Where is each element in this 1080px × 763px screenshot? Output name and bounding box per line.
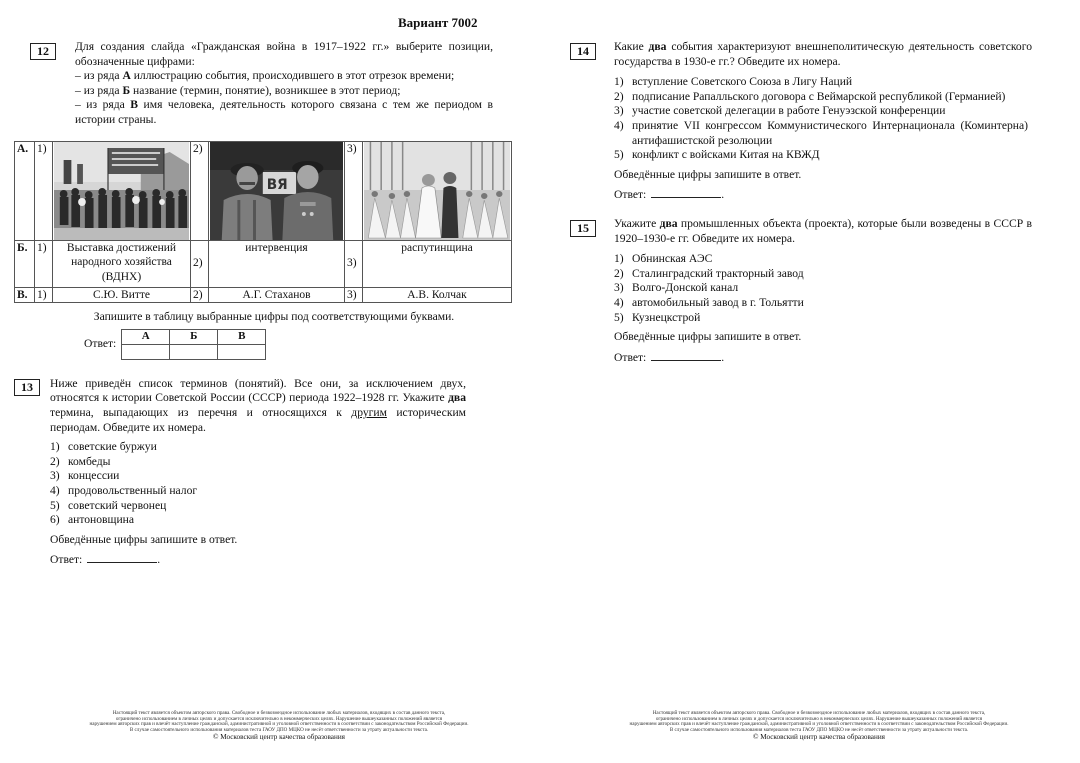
row-a: [15, 141, 512, 240]
answer-blank[interactable]: [651, 187, 721, 198]
right-column: [570, 40, 1032, 365]
list-item: 3) Волго-Донской канал: [614, 281, 739, 295]
list-item: 3) участие советской делегации в работе Генуэзской конференции: [614, 104, 946, 118]
list-item: 4) автомобильный завод в г. Тольятти: [614, 295, 804, 309]
instruction-a: – из ряда А иллюстрацию события, происходившего в этот отрезок времени;: [75, 69, 455, 83]
answer-instruction: Обведённые цифры запишите в ответ.: [614, 330, 802, 344]
svg-text:ВЯ: ВЯ: [266, 176, 288, 193]
footer-line: Настоящий текст является объектом авторского права. Свободное и безвозмездное использование любых материалов, входящих в состав данного текста,: [652, 710, 986, 716]
option-number: 1): [35, 287, 53, 303]
copyright: © Московский центр качества образования: [213, 733, 345, 742]
footer-left: [64, 711, 494, 742]
task-12: [14, 40, 514, 360]
answer-cell-c[interactable]: [218, 344, 266, 359]
footer-line: В случае самостоятельного использования материалов теста ГАОУ ДПО МЦКО не несёт ответственности за утрату актуальности текста.: [129, 726, 429, 733]
footer-line: В случае самостоятельного использования материалов теста ГАОУ ДПО МЦКО не несёт ответственности за утрату актуальности текста.: [669, 726, 969, 733]
list-item: 1) вступление Советского Союза в Лигу Наций: [614, 75, 853, 89]
footer-line: нарушением авторских прав и влечёт наступление гражданской, административной и уголовной ответственности в соответствии с законодательством Российской Федерации.: [89, 721, 469, 728]
objects-list: [614, 252, 1028, 325]
answer-row: [84, 329, 514, 360]
option-number: 2): [191, 287, 209, 303]
task-text: Ниже приведён список терминов (понятий). Все они, за исключением двух, относятся к истории Советской России (СССР) периода 1922–1928 гг. Укажите два термина, выпадающих из перечня и относящихся к другим историческим периодам. Обведите их номера.: [50, 376, 466, 434]
list-item: 2) Сталинградский тракторный завод: [614, 266, 804, 280]
list-item: 5) конфликт с войсками Китая на КВЖД: [614, 148, 820, 162]
task-14: [570, 40, 1032, 203]
option-number: 3): [345, 240, 363, 287]
list-item: 5) советский червонец: [50, 498, 167, 512]
list-item: 4) принятие VII конгрессом Коммунистического Интернационала (Коминтерна) антифашистской резолюции: [614, 118, 1028, 147]
task-15: [570, 217, 1032, 365]
photo-demonstration: [54, 142, 189, 240]
answer-instruction: Обведённые цифры запишите в ответ.: [50, 532, 238, 546]
answer-line: Ответ: .: [614, 350, 725, 364]
photo-ceremony: [364, 142, 510, 240]
option-term: интервенция: [209, 240, 345, 287]
task-text: Какие два события характеризуют внешнеполитическую деятельность советского государства в 1930-е гг.? Обведите их номера.: [614, 40, 1032, 68]
photo-cell: [53, 141, 191, 240]
answer-cell-b[interactable]: [170, 344, 218, 359]
option-number: 3): [345, 141, 363, 240]
photo-cell: [209, 141, 345, 240]
option-number: 1): [35, 240, 53, 287]
option-number: 2): [191, 240, 209, 287]
option-number: 2): [191, 141, 209, 240]
task-number: 12: [30, 43, 56, 60]
task-text: [75, 40, 493, 128]
task-text: Укажите два промышленных объекта (проекта), которые были возведены в СССР в 1920–1930-е гг. Обведите их номера.: [614, 216, 1032, 245]
instruction-b: – из ряда Б название (термин, понятие), возникшее в этот период;: [75, 83, 401, 97]
photo-officers: [210, 142, 343, 240]
answer-line: Ответ: .: [614, 188, 725, 202]
list-item: 3) концессии: [50, 469, 120, 483]
list-item: 6) антоновщина: [50, 513, 135, 527]
variant-title: Вариант 7002: [398, 15, 478, 30]
row-b: [15, 240, 512, 287]
option-number: 3): [345, 287, 363, 303]
row-letter: В.: [15, 287, 35, 303]
list-item: 5) Кузнецкстрой: [614, 310, 701, 324]
answer-label: Ответ:: [84, 336, 117, 350]
list-item: 1) Обнинская АЭС: [614, 252, 713, 266]
row-c: [15, 287, 512, 303]
table-instruction: Запишите в таблицу выбранные цифры под соответствующими буквами.: [93, 310, 455, 324]
footer-line: Настоящий текст является объектом авторского права. Свободное и безвозмездное использование любых материалов, входящих в состав данного текста,: [112, 710, 446, 716]
option-term: распутинщина: [363, 240, 512, 287]
answer-header-c: В: [218, 329, 266, 344]
instruction-c: – из ряда В имя человека, деятельность которого связана с тем же периодом в истории страны.: [75, 98, 494, 126]
answer-cell-a[interactable]: [122, 344, 170, 359]
copyright: © Московский центр качества образования: [753, 733, 885, 742]
answer-blank[interactable]: [87, 552, 157, 563]
terms-list: [50, 440, 514, 568]
answer-line: Ответ: .: [50, 553, 161, 567]
task-number: 13: [14, 379, 40, 396]
task-13: [14, 377, 514, 568]
list-item: 2) комбеды: [50, 454, 111, 468]
answer-blank[interactable]: [651, 350, 721, 361]
list-item: 1) советские буржуи: [50, 440, 157, 454]
footer-line: ограничено использованием в личных целях и допускается исключительно в некоммерческих целях. Нарушение вышеуказанных положений является: [115, 715, 443, 722]
list-item: 2) подписание Рапалльского договора с Веймарской республикой (Германией): [614, 89, 1006, 103]
option-person: А.Г. Стаханов: [209, 287, 345, 303]
task-number: 15: [570, 220, 596, 237]
option-person: А.В. Колчак: [363, 287, 512, 303]
footer-right: [604, 711, 1034, 742]
answer-header-a: А: [122, 329, 170, 344]
answer-instruction: Обведённые цифры запишите в ответ.: [614, 167, 802, 181]
events-list: [614, 75, 1028, 163]
row-letter: А.: [15, 141, 35, 240]
left-column: [14, 40, 514, 568]
answer-table: [121, 329, 266, 360]
task-number: 14: [570, 43, 596, 60]
photo-cell: [363, 141, 512, 240]
footer-line: нарушением авторских прав и влечёт наступление гражданской, административной и уголовной ответственности в соответствии с законодательством Российской Федерации.: [629, 721, 1009, 728]
option-number: 1): [35, 141, 53, 240]
task-intro: Для создания слайда «Гражданская война в 1917–1922 гг.» выберите позиции, обозначенные цифрами:: [75, 40, 493, 68]
option-person: С.Ю. Витте: [53, 287, 191, 303]
footer-line: ограничено использованием в личных целях и допускается исключительно в некоммерческих целях. Нарушение вышеуказанных положений является: [655, 715, 983, 722]
row-letter: Б.: [15, 240, 35, 287]
options-table: [14, 141, 512, 304]
answer-header-b: Б: [170, 329, 218, 344]
list-item: 4) продовольственный налог: [50, 483, 198, 497]
option-term: Выставка достижений народного хозяйства (ВДНХ): [53, 240, 191, 287]
